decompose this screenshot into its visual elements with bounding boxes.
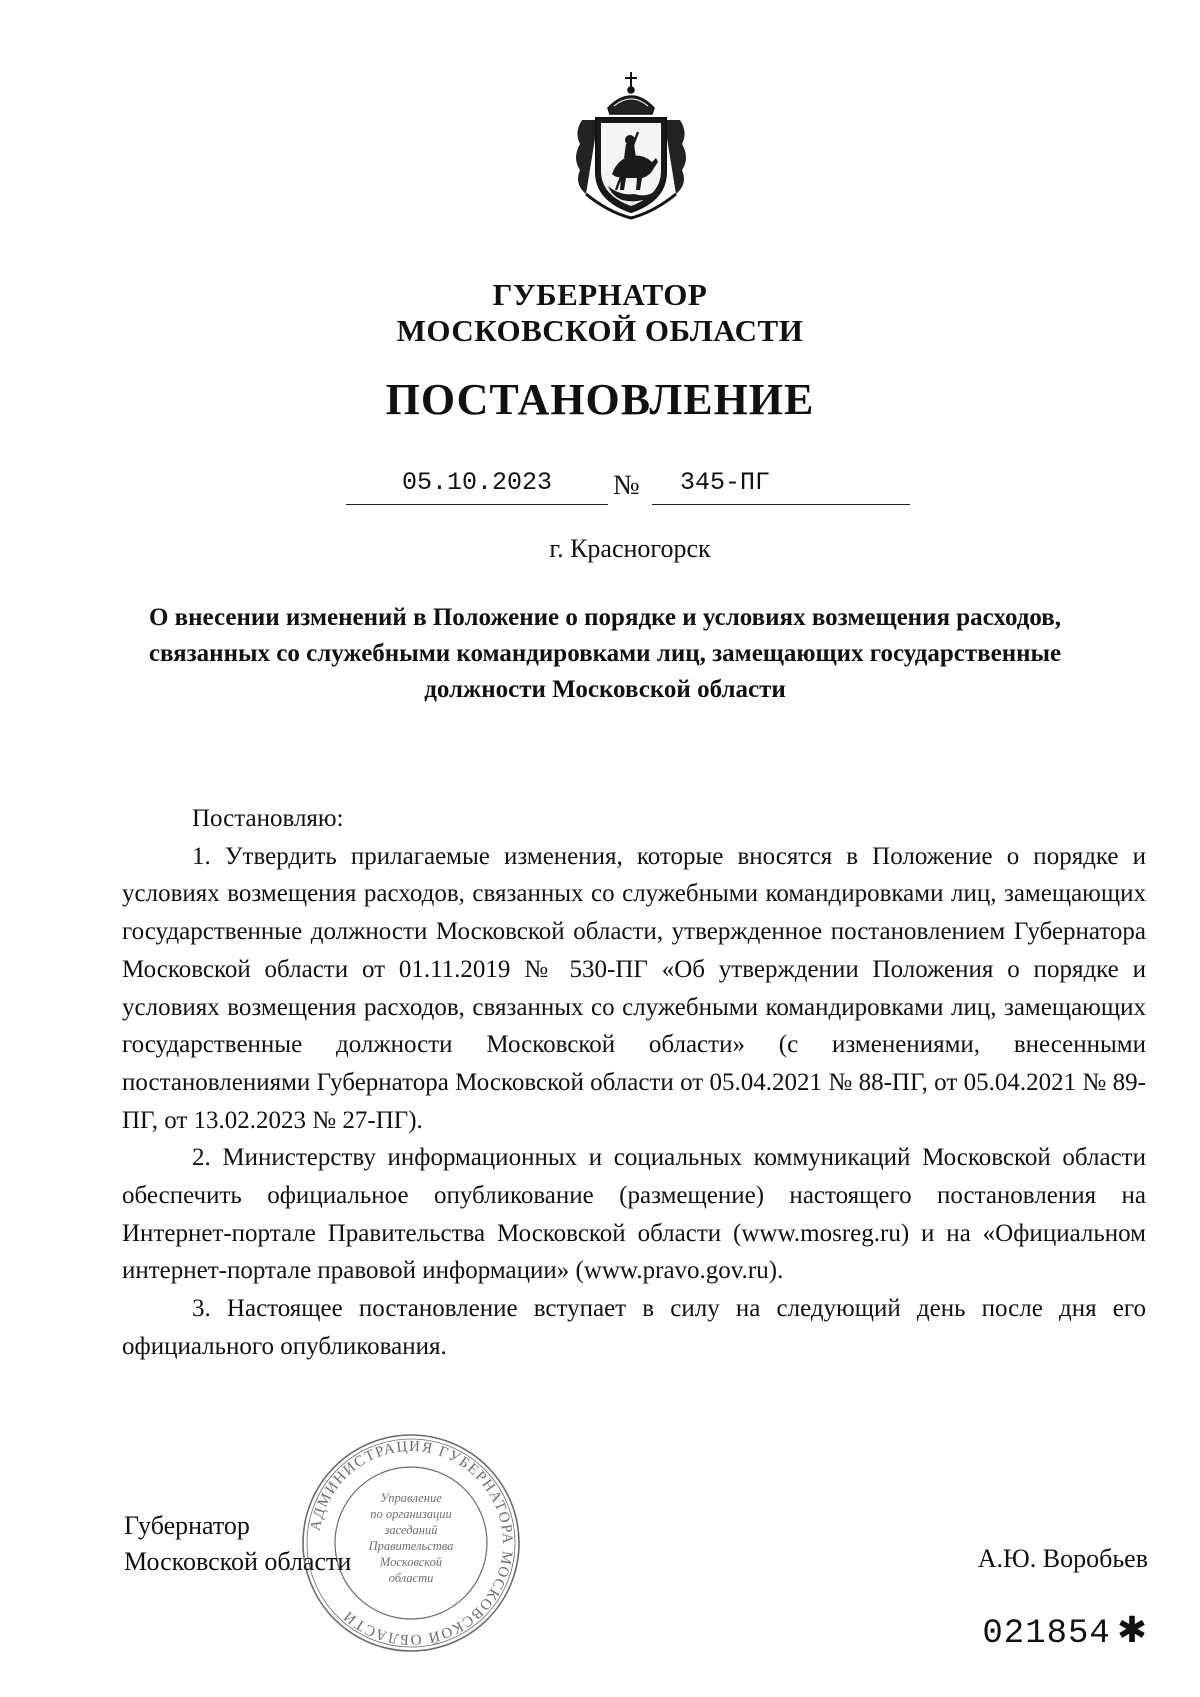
coat-of-arms-emblem bbox=[568, 62, 694, 226]
serial-star-icon: ✱ bbox=[1116, 1610, 1148, 1651]
org-name-line1: ГУБЕРНАТОР bbox=[492, 277, 708, 312]
date-underline bbox=[346, 504, 608, 505]
signatory-title-line1: Губернатор bbox=[124, 1511, 250, 1540]
document-number: 345-ПГ bbox=[680, 468, 771, 497]
signatory-name: А.Ю. Воробьев bbox=[977, 1544, 1148, 1573]
document-date: 05.10.2023 bbox=[401, 468, 553, 497]
serial-number bbox=[982, 1610, 1148, 1653]
number-sign: № bbox=[613, 470, 640, 501]
official-stamp bbox=[298, 1430, 524, 1656]
document-type-title: ПОСТАНОВЛЕНИЕ bbox=[385, 375, 815, 424]
org-name-line2: МОСКОВСКОЙ ОБЛАСТИ bbox=[396, 313, 804, 348]
document-subject: О внесении изменений в Положение о порядке и условиях возмещения расходов, связанных со служебными командировками лиц, замещающих государственные должности Московской области bbox=[148, 604, 1062, 703]
stamp-inner-line-2: по организации bbox=[370, 1507, 452, 1521]
stamp-inner-line-1: Управление bbox=[380, 1491, 442, 1505]
registration-line bbox=[0, 468, 1200, 512]
signatory-title-line2: Московской области bbox=[124, 1547, 352, 1576]
stamp-inner-line-5: Московской bbox=[379, 1555, 443, 1569]
body-intro: Постановляю: bbox=[192, 805, 344, 832]
stamp-inner-line-3: заседаний bbox=[384, 1523, 438, 1537]
body-item-2: 2. Министерству информационных и социальных коммуникаций Московской области обеспечить официальное опубликование (размещение) настоящего постановления на Интернет-портале Правительства Московской области (www.mosreg.ru) и на «Официальном интернет-портале правовой информации» (www.pravo.gov.ru). bbox=[122, 1144, 1146, 1285]
serial-digits: 021854 bbox=[982, 1615, 1111, 1653]
number-underline bbox=[652, 504, 910, 505]
stamp-inner-line-4: Правительства bbox=[368, 1539, 454, 1553]
document-body bbox=[122, 800, 1146, 1366]
body-item-1: 1. Утвердить прилагаемые изменения, которые вносятся в Положение о порядке и условиях возмещения расходов, связанных со служебными командировками лиц, замещающих государственные должности Московской области, утвержденное постановлением Губернатора Московской области от 01.11.2019 № 530-ПГ «Об утверждении Положения о порядке и условиях возмещения расходов, связанных со служебными командировками лиц, замещающих государственные должности Московской области» (с изменениями, внесенными постановлениями Губернатора Московской области от 05.04.2021 № 88-ПГ, от 05.04.2021 № 89-ПГ, от 13.02.2023 № 27-ПГ). bbox=[122, 842, 1146, 1134]
stamp-outer-text: АДМИНИСТРАЦИЯ ГУБЕРНАТОРА МОСКОВСКОЙ ОБЛАСТИ bbox=[307, 1438, 516, 1648]
body-item-3: 3. Настоящее постановление вступает в силу на следующий день после дня его официального опубликования. bbox=[122, 1295, 1146, 1360]
document-city: г. Красногорск bbox=[549, 534, 711, 563]
stamp-inner-line-6: области bbox=[388, 1571, 434, 1585]
